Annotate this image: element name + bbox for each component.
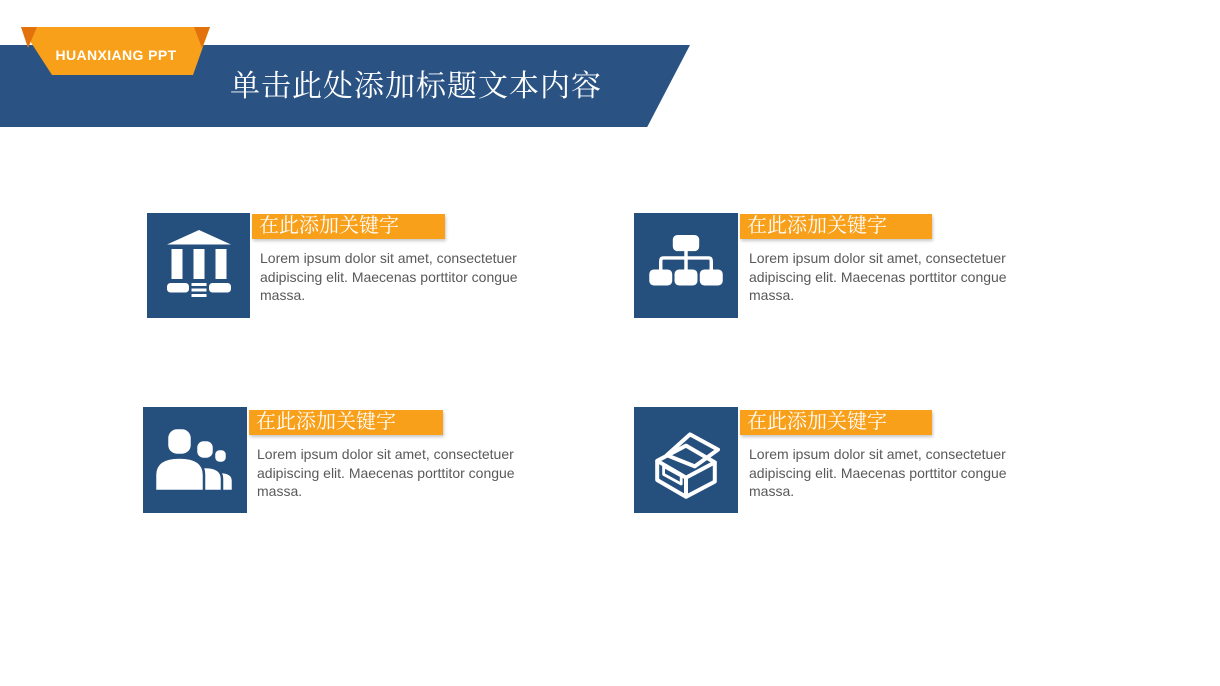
keyword-label[interactable]: 在此添加关键字 (740, 410, 932, 435)
brand-label: HUANXIANG PPT (55, 47, 177, 63)
body-text[interactable]: Lorem ipsum dolor sit amet, consectetuer adipiscing elit. Maecenas porttitor congue massa. (257, 446, 515, 499)
brand-ribbon (20, 27, 212, 75)
box-icon (646, 419, 726, 501)
icon-tile (143, 407, 247, 513)
bank-icon (167, 230, 231, 302)
icon-tile (634, 213, 738, 318)
icon-tile (147, 213, 250, 318)
keyword-label[interactable]: 在此添加关键字 (740, 214, 932, 239)
body-text[interactable]: Lorem ipsum dolor sit amet, consectetuer adipiscing elit. Maecenas porttitor congue massa. (260, 250, 518, 303)
keyword-label[interactable]: 在此添加关键字 (249, 410, 443, 435)
body-text[interactable]: Lorem ipsum dolor sit amet, consectetuer adipiscing elit. Maecenas porttitor congue massa. (749, 250, 1007, 303)
icon-tile (634, 407, 738, 513)
keyword-label[interactable]: 在此添加关键字 (252, 214, 445, 239)
org-chart-icon (649, 235, 723, 297)
people-icon (155, 428, 235, 492)
body-text[interactable]: Lorem ipsum dolor sit amet, consectetuer adipiscing elit. Maecenas porttitor congue massa. (749, 446, 1007, 499)
slide-title[interactable]: 单击此处添加标题文本内容 (230, 70, 602, 103)
